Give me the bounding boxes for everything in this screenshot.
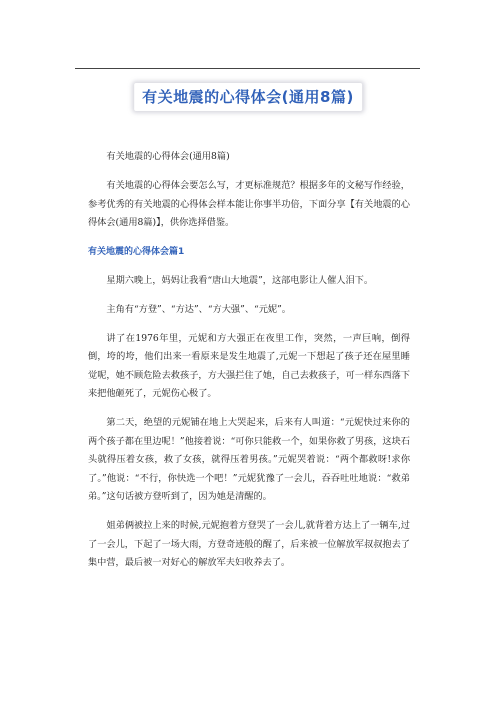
paragraph-intro: 有关地震的心得体会要怎么写，才更标准规范？根据多年的文秘写作经验，参考优秀的有关地震的心得体会样本能让你事半功倍，下面分享【有关地震的心得体会(通用8篇)】，供你选择借鉴。: [88, 180, 410, 228]
paragraph: 星期六晚上，妈妈让我看“唐山大地震”，这部电影让人催人泪下。: [106, 274, 374, 286]
document-body: [88, 148, 410, 583]
paragraph-subtitle: 有关地震的心得体会(通用8篇): [106, 151, 230, 162]
paragraph: 第二天，绝望的元妮铺在地上大哭起来，后来有人叫道：“元妮快过来你的两个孩子都在里边呢！”他接着说：“可你只能救一个，如果你救了男孩，这块石头就得压着女孩，救了女孩，就得压着男孩。”元妮哭着说：“两个都救呀!求你了。”他说：“不行，你快选一个吧！”元妮犹豫了一会儿，吞吞吐吐地说：“救弟弟。”这句话被方登听到了，因为她是清醒的。: [88, 417, 411, 502]
paragraph: 主角有“方登”、“方达”、“方大强”、“元妮”。: [106, 303, 291, 315]
top-divider: [75, 68, 420, 69]
section-heading: 有关地震的心得体会篇1: [88, 247, 185, 257]
title-box: [134, 83, 362, 111]
document-title: 有关地震的心得体会(通用8篇): [142, 88, 354, 106]
paragraph: 讲了在1976年里，元妮和方大强正在夜里工作，突然，一声巨响，倒得倒，垮的垮，他们出来一看原来是发生地震了,元妮一下想起了孩子还在屋里睡觉呢，她不顾危险去救孩子，方大强拦住了她，自己去救孩子，可一样东西落下来把他砸死了，元妮伤心极了。: [88, 332, 410, 399]
paragraph: 姐弟俩被拉上来的时候,元妮抱着方登哭了一会儿,就背着方达上了一辆车,过了一会儿，下起了一场大雨，方登奇迹般的醒了，后来被一位解放军叔叔抱去了集中营，最后被一对好心的解放军夫妇收养去了。: [88, 520, 410, 568]
